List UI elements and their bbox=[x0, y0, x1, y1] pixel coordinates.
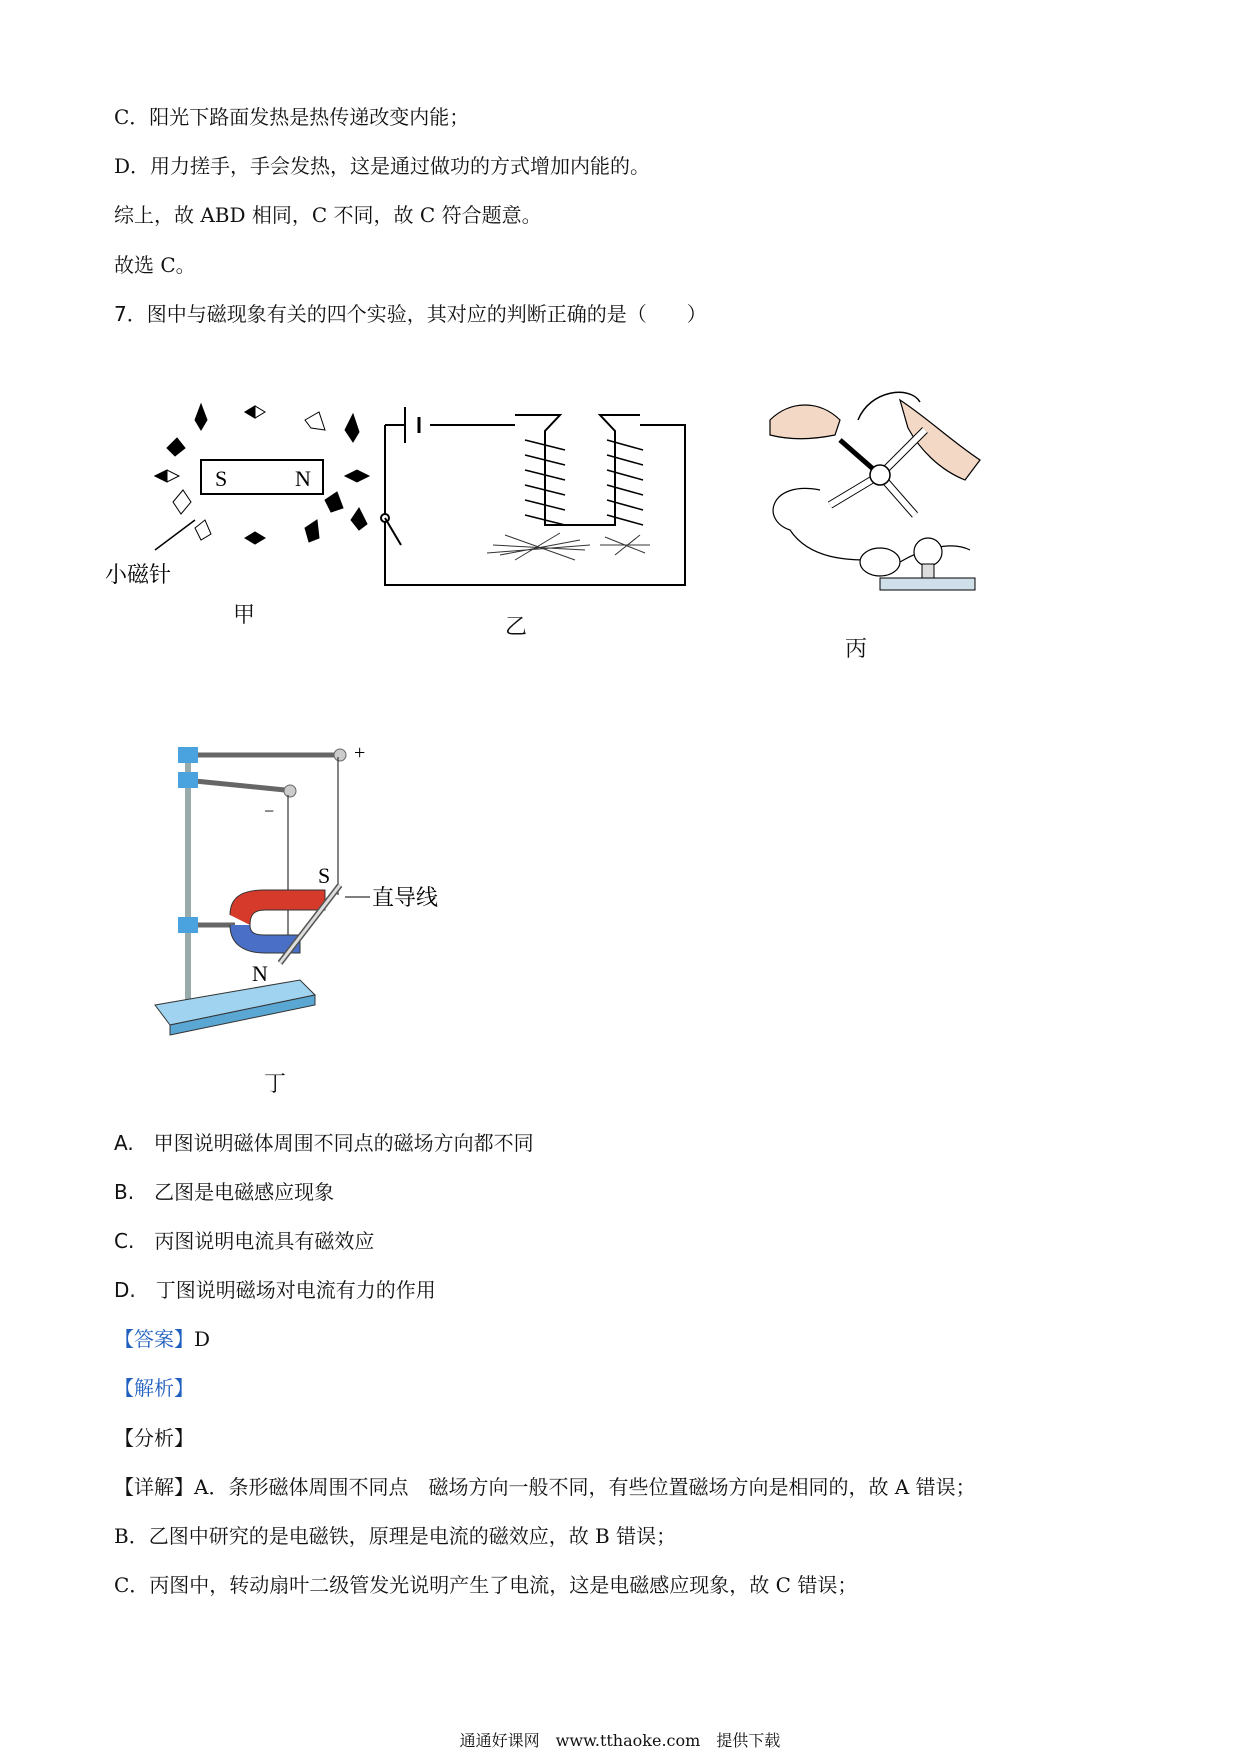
fenxi-tag: 【分析】 bbox=[114, 1426, 194, 1450]
figure-bing bbox=[750, 380, 990, 610]
detail-a-text: A．条形磁体周围不同点 磁场方向一般不同，有些位置磁场方向是相同的，故 A 错误； bbox=[194, 1475, 976, 1499]
analysis-tag: 【解析】 bbox=[114, 1376, 194, 1400]
horseshoe-n-label: N bbox=[252, 961, 268, 986]
bar-magnet-n-label: N bbox=[295, 466, 311, 491]
figure-yi bbox=[375, 395, 705, 595]
option-d: D. 丁图说明磁场对电流有力的作用 bbox=[114, 1278, 436, 1302]
caption-bing: 丙 bbox=[845, 637, 868, 662]
plus-terminal-label: + bbox=[354, 742, 366, 764]
summary-text: 综上，故 ABD 相同，C 不同，故 C 符合题意。 bbox=[114, 203, 542, 227]
straight-wire-label: 直导线 bbox=[372, 886, 439, 911]
question-7: 7．图中与磁现象有关的四个实验，其对应的判断正确的是（ ） bbox=[114, 302, 707, 326]
caption-jia: 甲 bbox=[233, 603, 256, 628]
detail-c: C．丙图中，转动扇叶二级管发光说明产生了电流，这是电磁感应现象，故 C 错误； bbox=[114, 1573, 858, 1597]
answer-line bbox=[114, 1326, 210, 1352]
detail-a bbox=[114, 1474, 976, 1500]
option-a: A. 甲图说明磁体周围不同点的磁场方向都不同 bbox=[114, 1131, 534, 1155]
detail-b: B．乙图中研究的是电磁铁，原理是电流的磁效应，故 B 错误； bbox=[114, 1524, 677, 1548]
detail-tag: 【详解】 bbox=[114, 1475, 194, 1499]
bar-magnet-s-label: S bbox=[215, 466, 228, 491]
small-needle-label: 小磁针 bbox=[105, 563, 172, 588]
minus-terminal-label: − bbox=[264, 801, 275, 821]
caption-ding: 丁 bbox=[264, 1072, 287, 1097]
page-footer: 通通好课网 www.tthaoke.com 提供下载 bbox=[459, 1731, 781, 1750]
choice-text: 故选 C。 bbox=[114, 253, 196, 277]
caption-yi: 乙 bbox=[505, 615, 528, 640]
answer-tag: 【答案】 bbox=[114, 1327, 194, 1351]
figure-jia bbox=[105, 390, 385, 620]
figure-ding bbox=[140, 735, 480, 1055]
horseshoe-s-label: S bbox=[318, 863, 331, 888]
prev-option-d: D．用力搓手，手会发热，这是通过做功的方式增加内能的。 bbox=[114, 154, 651, 178]
option-c: C. 丙图说明电流具有磁效应 bbox=[114, 1229, 375, 1253]
prev-option-c: C．阳光下路面发热是热传递改变内能； bbox=[114, 105, 470, 129]
option-b: B. 乙图是电磁感应现象 bbox=[114, 1180, 335, 1204]
answer-value: D bbox=[194, 1327, 211, 1351]
